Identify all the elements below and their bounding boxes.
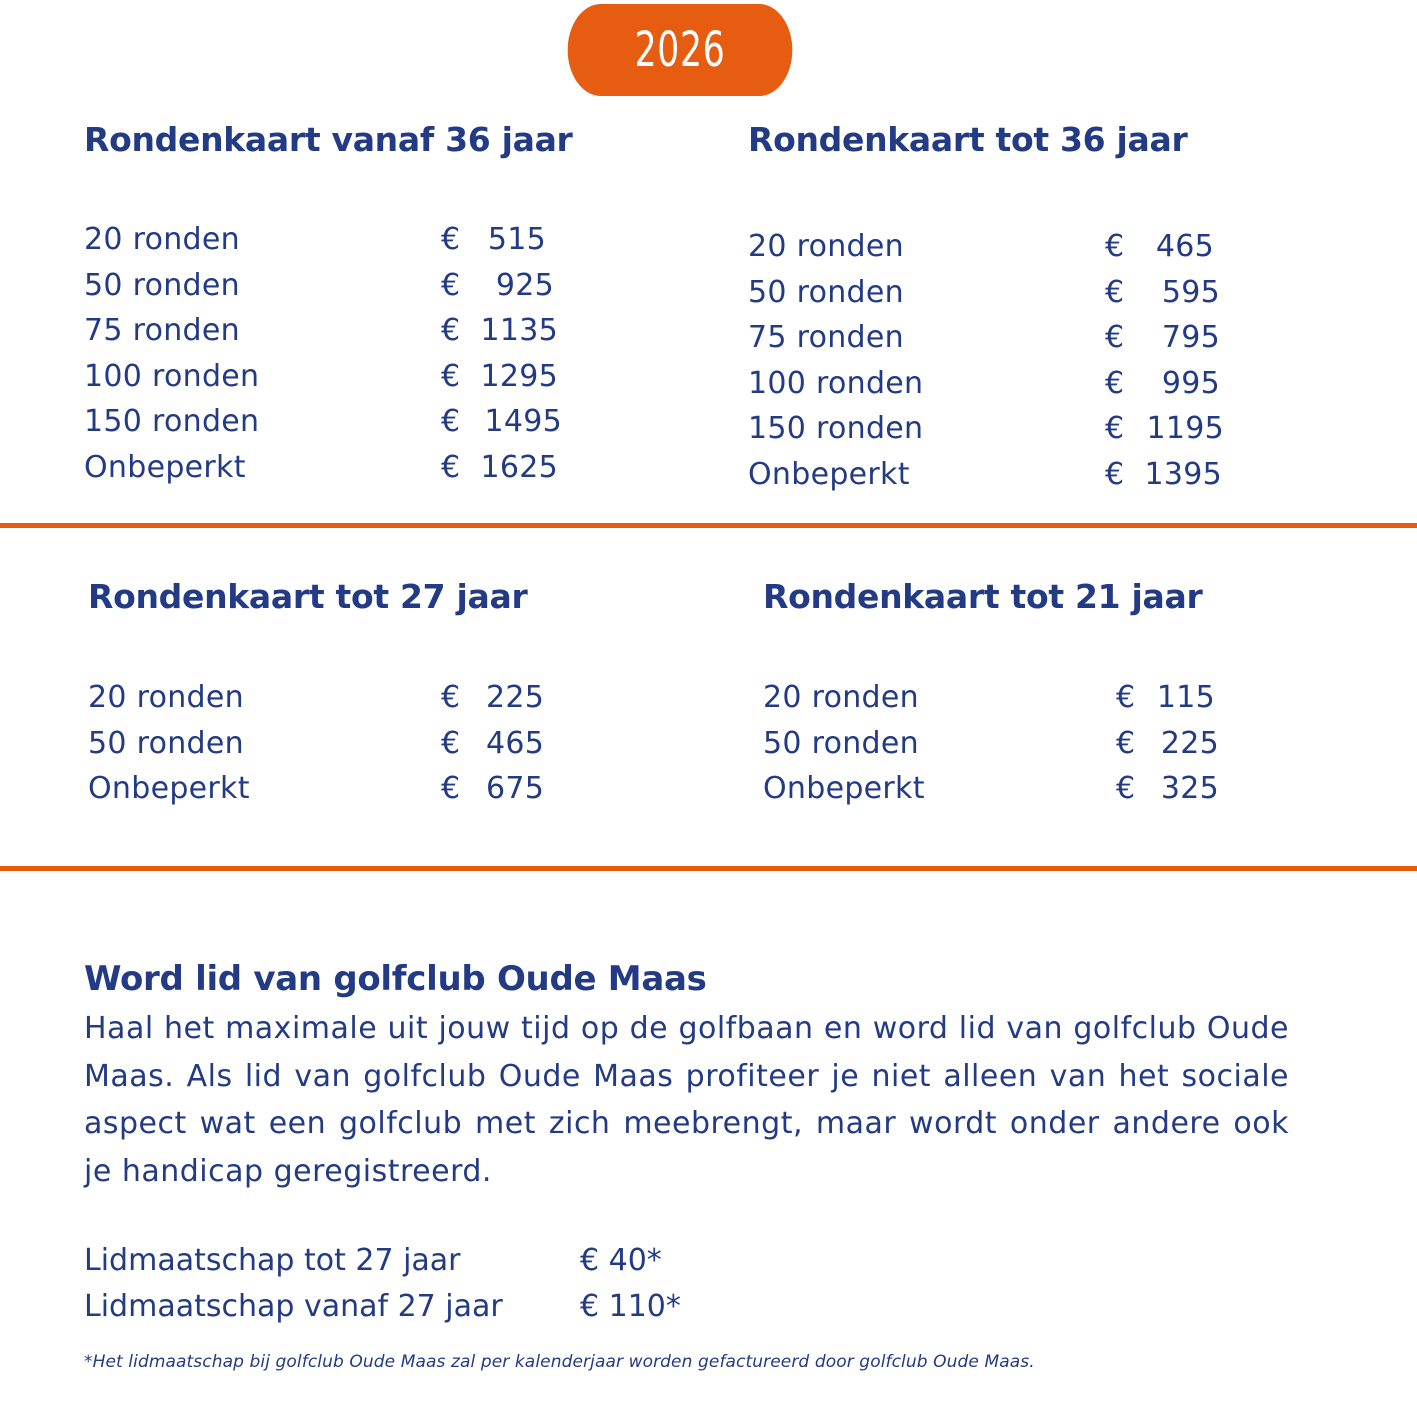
price-row — [88, 721, 648, 767]
price-amount: 515 — [487, 222, 546, 257]
price-row — [763, 721, 1323, 767]
price-row — [748, 406, 1308, 452]
price-row — [84, 308, 644, 354]
price-amount: 465 — [1155, 229, 1214, 264]
price-label: 100 ronden — [84, 358, 260, 394]
currency-symbol: € — [1116, 725, 1136, 761]
currency-symbol: € — [441, 680, 461, 715]
card-vanaf-36 — [84, 120, 644, 491]
price-label: 50 ronden — [763, 725, 919, 761]
price-label: Onbeperkt — [763, 771, 925, 807]
currency-symbol: € — [1105, 274, 1125, 310]
price-amount: 595 — [1161, 274, 1220, 310]
price-amount: 925 — [495, 267, 554, 303]
currency-symbol: € — [1105, 229, 1125, 264]
price-row — [748, 315, 1308, 361]
card-tot-36 — [748, 120, 1308, 498]
price-amount: 465 — [486, 725, 545, 761]
footnote: *Het lidmaatschap bij golfclub Oude Maas zal per kalenderjaar worden gefactureerd door golfclub Oude Maas. — [84, 1352, 1035, 1372]
currency-symbol: € — [441, 267, 461, 303]
price-row — [84, 399, 644, 445]
price-amount: 1625 — [480, 449, 558, 485]
section-divider — [0, 523, 1417, 528]
price-amount: 1295 — [480, 358, 558, 394]
currency-symbol: € — [441, 313, 461, 349]
currency-symbol: € — [1105, 320, 1125, 356]
price-row — [84, 354, 644, 400]
currency-symbol: € — [1116, 771, 1136, 807]
membership-amount: € 40* — [580, 1243, 662, 1278]
card-title: Rondenkaart tot 36 jaar — [748, 120, 1188, 159]
price-row — [763, 675, 1323, 721]
card-title: Rondenkaart tot 27 jaar — [88, 577, 528, 616]
membership-title: Word lid van golfclub Oude Maas — [84, 959, 707, 999]
currency-symbol: € — [441, 725, 461, 761]
membership-label: Lidmaatschap vanaf 27 jaar — [84, 1289, 503, 1324]
price-row — [84, 445, 644, 491]
price-row — [88, 675, 648, 721]
price-row — [763, 766, 1323, 812]
membership-amount: € 110* — [580, 1289, 681, 1324]
price-amount: 995 — [1161, 365, 1220, 401]
price-label: 150 ronden — [84, 404, 260, 440]
price-amount: 1395 — [1144, 456, 1222, 492]
price-amount: 115 — [1156, 680, 1215, 715]
price-label: 20 ronden — [84, 222, 240, 257]
price-label: 50 ronden — [84, 267, 240, 303]
currency-symbol: € — [441, 222, 461, 257]
year-label: 2026 — [634, 22, 726, 78]
card-tot-21 — [763, 577, 1323, 812]
section-divider — [0, 866, 1417, 871]
price-row — [88, 766, 648, 812]
price-row — [84, 263, 644, 309]
currency-symbol: € — [1116, 680, 1136, 715]
price-amount: 225 — [1160, 725, 1219, 761]
price-amount: 1135 — [480, 313, 558, 349]
price-label: 150 ronden — [748, 411, 924, 447]
price-amount: 675 — [486, 771, 545, 807]
year-badge — [568, 4, 793, 96]
price-row — [748, 224, 1308, 270]
price-label: Onbeperkt — [84, 449, 246, 485]
price-label: 20 ronden — [748, 229, 904, 264]
card-tot-27 — [88, 577, 648, 812]
currency-symbol: € — [441, 358, 461, 394]
price-row — [84, 217, 644, 263]
price-amount: 795 — [1161, 320, 1220, 356]
price-label: 50 ronden — [748, 274, 904, 310]
card-title: Rondenkaart tot 21 jaar — [763, 577, 1203, 616]
currency-symbol: € — [1105, 456, 1125, 492]
price-amount: 1495 — [484, 404, 562, 440]
price-row — [748, 452, 1308, 498]
membership-label: Lidmaatschap tot 27 jaar — [84, 1243, 461, 1278]
currency-symbol: € — [441, 449, 461, 485]
price-label: Onbeperkt — [88, 771, 250, 807]
currency-symbol: € — [441, 771, 461, 807]
currency-symbol: € — [1105, 411, 1125, 447]
price-label: 100 ronden — [748, 365, 924, 401]
price-label: 20 ronden — [763, 680, 919, 715]
price-label: Onbeperkt — [748, 456, 910, 492]
price-label: 20 ronden — [88, 680, 244, 715]
membership-description: Haal het maximale uit jouw tijd op de golfbaan en word lid van golfclub Oude Maas. Als lid van golfclub Oude Maas profiteer je niet alleen van het sociale aspect wat een golfclub met zich meebrengt, maar wordt onder andere ook je handicap geregistreerd. — [84, 1011, 1289, 1189]
currency-symbol: € — [1105, 365, 1125, 401]
price-row — [748, 361, 1308, 407]
price-amount: 325 — [1160, 771, 1219, 807]
card-title: Rondenkaart vanaf 36 jaar — [84, 120, 573, 159]
price-row — [748, 270, 1308, 316]
price-label: 50 ronden — [88, 725, 244, 761]
price-label: 75 ronden — [84, 313, 240, 349]
price-label: 75 ronden — [748, 320, 904, 356]
currency-symbol: € — [441, 404, 461, 440]
price-amount: 225 — [486, 680, 545, 715]
price-amount: 1195 — [1146, 411, 1224, 447]
